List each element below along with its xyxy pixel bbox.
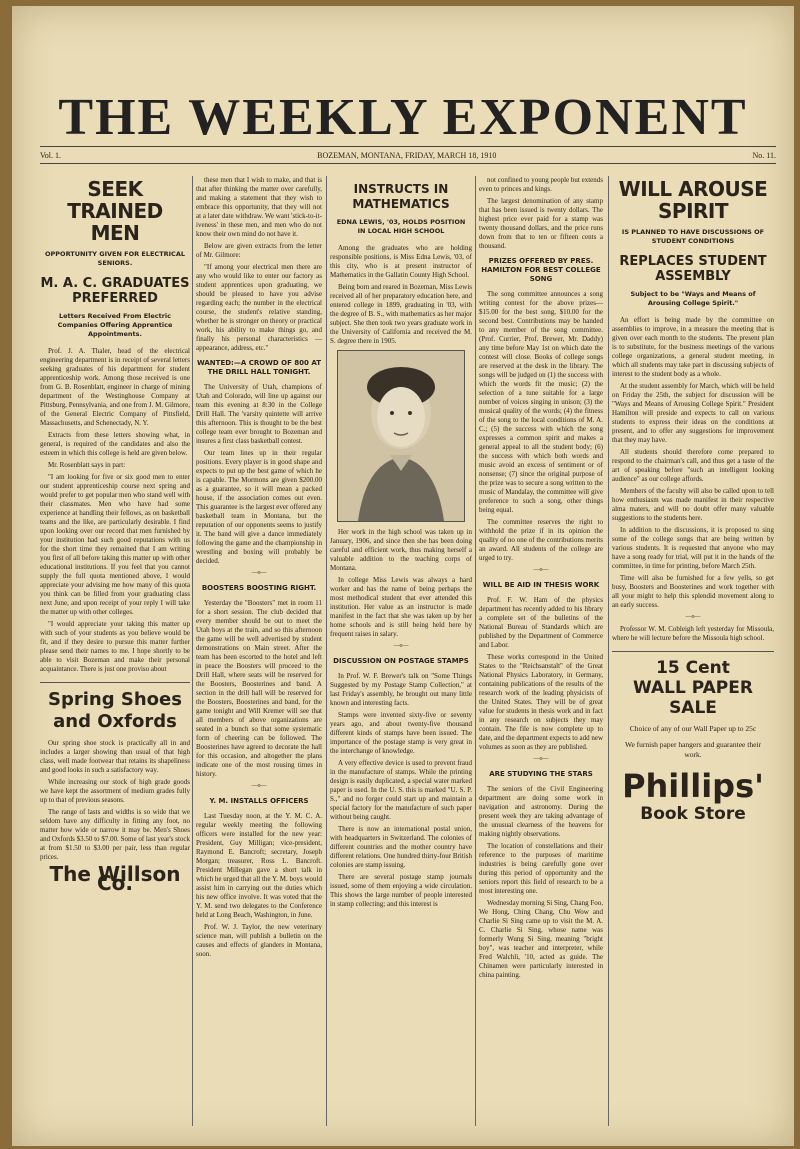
headline: SEEK TRAINED MEN — [67, 177, 163, 245]
paragraph: At the student assembly for March, which will be held on Friday the 25th, the subject for discussion will be "Ways and Means of Arousing College Spirit." President Hamilton will preside and expects to call on various students to express their ideas on the conditions at present, and to offer any suggestions for improvement that they may have. — [612, 382, 774, 444]
separator: —o— — [685, 614, 701, 620]
dateline — [40, 151, 776, 160]
column-4 — [479, 176, 603, 983]
column-divider — [326, 176, 327, 1126]
ad-line: We furnish paper hangers and guarantee their work. — [624, 740, 761, 759]
headline: REPLACES STUDENT ASSEMBLY — [619, 254, 767, 284]
ad-signature: The Willson Co. — [49, 862, 181, 895]
headline: WANTED:—A CROWD OF 800 AT THE DRILL HALL TONIGHT. — [196, 359, 322, 376]
separator: —o— — [251, 783, 267, 789]
paragraph: Time will also be furnished for a few yells, so get busy, Boosters and Boosterines and work together with all your might to help this splendid movement along to an early success. — [612, 574, 774, 609]
paragraph: The University of Utah, champions of Utah and Colorado, will line up against our team this evening at 8:30 in the College Drill Hall. The 'varsity quintette will arrive this afternoon. This is thought to be the best college team ever brought to Bozeman and insures a first class basketball contest. — [196, 383, 322, 445]
paragraph: Members of the faculty will also be called upon to tell how enthusiasm was made manifest in their respective alma maters, and will no doubt offer many valuable suggestions to the students here. — [612, 487, 774, 522]
paragraph: An effort is being made by the committee on assemblies to improve, in a measure the meeting that is given over each month to the students. The present plan is to substitute, for the business meetings of the various college organizations, a general student meeting, in which all students may take part in discussing subjects of interest to the student body as a whole. — [612, 316, 774, 378]
headline: INSTRUCTS IN MATHEMATICS — [352, 182, 450, 211]
ad-store-name: Phillips' — [622, 767, 764, 805]
paragraph: All students should therefore come prepared to respond to the chairman's call, and thus get a taste of the art of speaking before "such an intelligent looking audience" as our college affords. — [612, 448, 774, 483]
paragraph: Yesterday the "Boosters" met in room 11 for a short session. The club decided that every member should be out to meet the Utah boys at the train, and so this afternoon the game will be well advertised by student demonstrations on Main street. After the team has been escorted to the hotel and left in peace the Boosters will proceed to the Drill Hall, where seats will be reserved for the Boosters, Boosterines and band. A section in the drill hall will be reserved for the Boosters, Boosterines and band, for the game tonight and Will Kremer will see that all members of above organizations are seated in a bunch so that some systematic form of cheering can be followed. The Boosterines have agreed to decorate the hall for this occasion, and altogether the plans indicate one of the most rousing times in history. — [196, 599, 322, 778]
paragraph: Mr. Rosenblatt says in part: — [48, 461, 126, 469]
column-5 — [612, 176, 774, 824]
portrait-image — [338, 351, 464, 521]
deck: IS PLANNED TO HAVE DISCUSSIONS OF STUDENT CONDITIONS — [621, 228, 765, 245]
masthead-rule — [40, 146, 776, 147]
paragraph: Among the graduates who are holding responsible positions, is Miss Edna Lewis, '03, of this city, who is at present instructor of Mathematics in the Gallatin County High School. — [330, 244, 472, 279]
paragraph: Wednesday morning Si Sing, Chang Foo, We Hong, Ching Chang, Chu Wow and Charlie Si Sing came up to visit the M. A. C. Charlie Si Sing, whose name was formerly Wung Si Sing, meaning "bright boy", was teacher and interpreter, while Fred Walchli, '10, acted as guide. The Chinamen were particularly interested in china painting. — [479, 899, 603, 979]
separator: —o— — [533, 756, 549, 762]
separator: —o— — [251, 570, 267, 576]
paragraph: A very effective device is used to prevent fraud in the manufacture of stamps. While the printing design is easily duplicated, a special water marked paper is used. In the U. S. this is marked "U. S. P. S.," and no forger could start up and maintain a special factory for the manufacture of such paper without being caught. — [330, 759, 472, 821]
issue-number: No. 11. — [752, 151, 776, 160]
headline: M. A. C. GRADUATES PREFERRED — [40, 276, 190, 306]
column-divider — [608, 176, 609, 1126]
deck: OPPORTUNITY GIVEN FOR ELECTRICAL SENIORS. — [44, 250, 186, 267]
headline: WILL BE AID IN THESIS WORK — [482, 581, 600, 589]
headline: BOOSTERS BOOSTING RIGHT. — [201, 584, 317, 592]
ad-line: WALL PAPER — [633, 678, 753, 698]
paragraph: Stamps were invented sixty-five or seventy years ago, and about twenty-five thousand different kinds of stamps have been issued. The importance of the postage stamp is very great in the interchange of knowledge. — [330, 711, 472, 755]
paragraph: In addition to the discussions, it is proposed to sing some of the college songs that are being written by various students. It is requested that anyone who may have a song ready for trial, will put it in the hands of the committee, in time for printing, before March 25th. — [612, 526, 774, 570]
dateline-rule — [40, 163, 776, 164]
headline: PRIZES OFFERED BY PRES. HAMILTON FOR BEST COLLEGE SONG — [481, 257, 601, 283]
paragraph: These works correspond in the United States to the "Reichsanstalt" of the Great National Physics Laboratory, in Germany, containing publications of the results of the research work of the leading physicists of the United States. They will be of great value for students in thesis work and in fact in any research on subjects they may contain. The file is now complete up to date, and the department expects to add new volumes as soon as they are published. — [479, 653, 604, 751]
ad-line: 15 Cent — [656, 658, 730, 678]
paragraph: Last Tuesday noon, at the Y. M. C. A. regular weekly meeting the following officers were installed for the new year: President, Guy Milligan; vice-president, Raymond E. Bancroft; secretary, Joseph Morgan; treasurer, Ross L. Bancroft. President Millegan gave a short talk in which he urged that all the Y. M. boys would assist him in carrying out the duties which his new office involve. It was voted that the Y. M. send two delegates to the Conference held at Long Beach, Washington, in June. — [196, 812, 322, 919]
paragraph: The song committee announces a song writing contest for the above prizes—$15.00 for the best song, $10.00 for the second best. Contributions may be handed to any member of the song committee. (Prof. Currier, Prof. Brewer, Mr. Daddy) any time before May 1st on which date the contest will close. Books of college songs are reserved at the desk in the library. The songs will be judged on (1) the success with which the words fit the music; (2) the selection of a tune suitable for a large number of voices singing in unison; (3) the musical quality of the words; (4) the fitness of the song to the local conditions of M. A. C.; (5) the success with which the song expresses a common spirit and makes a general appeal to all the student body; (6) the success with which both words and music avoid an excess of sentiment or of nonsense; (7) since the original purpose of the prize was to secure a song written to the music of Mandalay, the committee will give preference to such a song, other things being equal. — [479, 290, 603, 514]
masthead: THE WEEKLY EXPONENT — [58, 89, 748, 146]
column-2 — [196, 176, 322, 962]
paragraph: The largest denomination of any stamp that has been issued is twenty dollars. The highest price ever paid for a stamp was twenty thousand dollars, and the price runs down from that to ten or fifteen cents a thousand. — [479, 197, 603, 250]
ad-line: Choice of any of our Wall Paper up to 25c — [629, 724, 757, 733]
headline: ARE STUDYING THE STARS — [489, 770, 593, 778]
separator: —o— — [393, 643, 409, 649]
paragraph: "If among your electrical men there are any who would like to enter our factory as student apprentices upon graduating, we should be pleased to have you advise regarding each; the number in the electrical course, the student's relative standing, whether he is stronger on theory or practical work, his ability to make things go, and finally his personal characteristics —appearance, address, etc." — [196, 263, 322, 352]
place-date: BOZEMAN, MONTANA, FRIDAY, MARCH 18, 1910 — [317, 151, 497, 160]
ad-line: Book Store — [640, 804, 746, 824]
ad-title: Spring Shoes — [48, 689, 182, 710]
volume: Vol. 1. — [40, 151, 61, 160]
paragraph: "I am looking for five or six good men to enter our student apprenticeship course next spring and would prefer to get popular men who stand well with their classmates. Men who have had some experience at handling their fellows, as on basketball teams and the like, are particularly desirable. I find upon looking over our record that men furnished by your institution had such good reputations with us for the short time they remained that I am writing you first of all before taking this matter up with other educational institutions. If you feel that you cannot supply the full quota mentioned above, I would appreciate your advising me how many of this quota you think can be filled from your graduating class next June, and upon receipt of your reply I will take the matter up with other colleges. — [40, 473, 190, 616]
paragraph: Our spring shoe stock is practically all in and includes a larger showing than usual of that high class, well made footwear that retains its shapeliness and good looks in such a satisfactory way. — [40, 739, 190, 774]
deck: Letters Received From Electric Companies Offering Apprentice Appointments. — [57, 312, 173, 338]
shoe-advertisement — [40, 682, 190, 895]
paragraph: Being born and reared in Bozeman, Miss Lewis received all of her preparatory education here, and entered college in 1899, graduating in '03, with the degree of B. S., with mathematics as her major subject. She then took two years graduate work in the University of California and received the M. S. degree there in 1905. — [330, 283, 472, 345]
paragraph: While increasing our stock of high grade goods we have kept the assortment of medium grades fully up to that of previous seasons. — [40, 778, 190, 804]
headline: Y. M. INSTALLS OFFICERS — [209, 797, 309, 805]
ad-line: SALE — [669, 698, 717, 718]
paragraph: In Prof. W. F. Brewer's talk on "Some Things Suggested by my Postage Stamp Collection," at last Friday's assembly, he brought out many little known and interesting facts. — [330, 672, 472, 707]
paragraph: Prof. J. A. Thaler, head of the electrical engineering department is in receipt of several letters seeking graduates of his department for student apprenticeship work. Among those received is one from G. B. Rosenblatt, engineer in charge of mining department of the Westinghouse Company at Pittsburg, Pennsylvania, and one from J. M. Gilmore, of the General Electric Company of Pittsfield, Massachusetts, and Schenectady, N. Y. — [40, 347, 190, 427]
wallpaper-advertisement — [612, 651, 774, 824]
column-1 — [40, 176, 190, 895]
paragraph: The seniors of the Civil Engineering department are doing some work in navigation and astronomy. During the present week they are taking advantage of the unusual clearness of the heavens for making nightly observations. — [479, 785, 603, 838]
deck: EDNA LEWIS, '03, HOLDS POSITION IN LOCAL HIGH SCHOOL — [336, 218, 466, 235]
column-divider — [192, 176, 193, 1126]
portrait-photo — [337, 350, 465, 522]
paragraph: There is now an international postal union, with headquarters in Switzerland. The colonies of different countries and the mother country have different relations. One hundred thirty-four British colonies are stamp issuing. — [330, 825, 472, 869]
paragraph: "I would appreciate your taking this matter up with such of your students as you believe would be fit, and if they desire to pursue this matter further please send their names to me. I hope shortly to be able to visit Bozeman and make their personal acquaintance. There is just one proviso about — [40, 620, 190, 673]
paragraph: not confined to young people but extends even to princes and kings. — [479, 176, 603, 193]
paragraph: Below are given extracts from the letter of Mr. Gilmore: — [196, 242, 322, 259]
paragraph: The committee reserves the right to withhold the prize if in its opinion the quality of no one of the contributions merits an award. All students of the college are urged to try. — [479, 518, 603, 562]
paragraph: Professor W. M. Cobleigh left yesterday for Missoula, where he will lecture before the Missoula high school. — [612, 625, 774, 642]
paragraph: Prof. F. W. Ham of the physics department has recently added to his library a complete set of the bulletins of the National Bureau of Standards which are published by the Department of Commerce and Labor. — [479, 596, 603, 649]
separator: —o— — [533, 567, 549, 573]
paragraph: In college Miss Lewis was always a hard worker and has the name of being perhaps the most methodical student that ever attended this institution. Her value as an instructor is made manifest in the fact that she was taken up by her home schools and is still being held here by frequent raises in salary. — [330, 576, 472, 638]
paragraph: Her work in the high school was taken up in January, 1906, and since then she has been doing careful and efficient work, thus making herself a valuable addition to the teaching corps of Montana. — [330, 528, 472, 572]
paragraph: There are several postage stamp journals issued, some of them enjoying a wide circulation. This shows the large number of people interested in stamp collecting; and this interest is — [330, 873, 472, 908]
paragraph: The location of constellations and their reference to the purposes of maritime industries is being carefully gone over during this period of opportunity and the seniors report this field of research to be a most interesting one. — [479, 842, 603, 895]
column-divider — [475, 176, 476, 1126]
ad-title: and Oxfords — [53, 711, 177, 732]
deck: Subject to be "Ways and Means of Arousing College Spirit." — [630, 290, 756, 307]
paragraph: The range of lasts and widths is so wide that we seldom have any difficulty in fitting any foot, no matter how wide or narrow it may be. Men's Shoes and Oxfords $3.50 to $7.00. Some of last year's stock at from $1.50 to $3.00 per pair, less than regular prices. — [40, 808, 190, 861]
paragraph: Our team lines up in their regular positions. Every player is in good shape and expects to put up the best game of which he is capable. The Mormons are given $200.00 as a guarantee, so it will mean a packed house, if the association comes out even. This guarantee is the largest ever offered any basketball team in Montana, but the reputation of our opponents seems to justify it. The band will give a dance immediately following the game and the championship in wrestling and boxing will probably be decided. — [196, 449, 322, 565]
headline: DISCUSSION ON POSTAGE STAMPS — [333, 657, 469, 665]
paragraph: Prof. W. J. Taylor, the new veterinary science man, will publish a bulletin on the causes and effects of glanders in Montana, soon. — [196, 923, 322, 958]
headline: WILL AROUSE SPIRIT — [618, 177, 768, 223]
column-3 — [330, 176, 472, 912]
newspaper-page — [12, 6, 794, 1146]
paragraph: these men that I wish to make, and that is that after thinking the matter over carefully, and making a statement that they wish to embrace this opportunity, that they will not at a later date withdraw. We want 'stick-to-it-iveness' in these men, and men who do not know their own mind do not have it. — [196, 176, 322, 238]
paragraph: Extracts from these letters showing what, in general, is required of the candidates and also the esteem in which this college is held are given below. — [40, 431, 190, 457]
